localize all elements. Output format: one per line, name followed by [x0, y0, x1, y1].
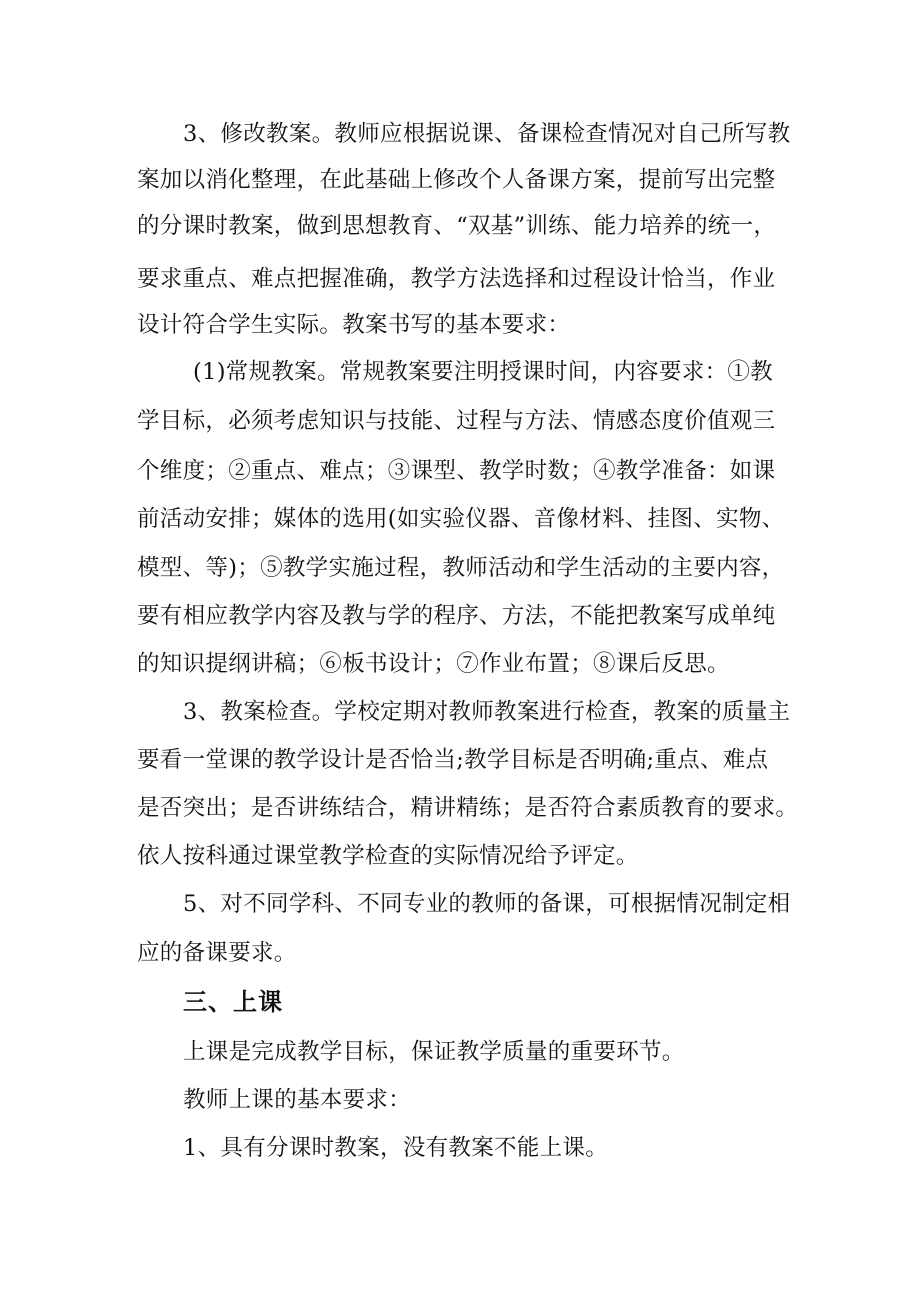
paragraph-line: 3、教案检查。学校定期对教师教案进行检查，教案的质量主	[183, 699, 791, 725]
paragraph-line: 学目标，必须考虑知识与技能、过程与方法、情感态度价值观三	[137, 408, 776, 434]
paragraph-line: 的分课时教案，做到思想教育、“双基”训练、能力培养的统一，	[137, 213, 777, 239]
paragraph-line: 设计符合学生实际。教案书写的基本要求：	[137, 312, 571, 338]
paragraph-line: 要求重点、难点把握准确，教学方法选择和过程设计恰当，作业	[137, 266, 776, 292]
paragraph-line: 上课是完成教学目标，保证教学质量的重要环节。	[183, 1039, 685, 1065]
paragraph-line: 1、具有分课时教案，没有教案不能上课。	[183, 1135, 609, 1161]
paragraph-line: 个维度；②重点、难点；③课型、教学时数；④教学准备：如课	[137, 458, 776, 484]
paragraph-line: (1)常规教案。常规教案要注明授课时间，内容要求：①教	[193, 359, 773, 385]
paragraph-line: 5、对不同学科、不同专业的教师的备课，可根据情况制定相	[183, 891, 791, 917]
paragraph-line: 3、修改教案。教师应根据说课、备课检查情况对自己所写教	[183, 121, 791, 147]
paragraph-line: 教师上课的基本要求：	[183, 1087, 412, 1113]
paragraph-line: 是否突出；是否讲练结合，精讲精练；是否符合素质教育的要求。	[137, 795, 799, 821]
paragraph-line: 模型、等)；⑤教学实施过程，教师活动和学生活动的主要内容，	[137, 555, 785, 581]
paragraph-line: 要有相应教学内容及教与学的程序、方法，不能把教案写成单纯	[137, 603, 776, 629]
paragraph-line: 案加以消化整理，在此基础上修改个人备课方案，提前写出完整	[137, 167, 776, 193]
paragraph-line: 前活动安排；媒体的选用(如实验仪器、音像材料、挂图、实物、	[137, 506, 785, 532]
paragraph-line: 应的备课要求。	[137, 940, 297, 966]
paragraph-line: 依人按科通过课堂教学检查的实际情况给予评定。	[137, 843, 639, 869]
paragraph-line: 要看一堂课的教学设计是否恰当;教学目标是否明确;重点、难点	[137, 747, 769, 773]
paragraph-line: 的知识提纲讲稿；⑥板书设计；⑦作业布置；⑧课后反思。	[137, 651, 730, 677]
section-heading: 三、上课	[183, 988, 283, 1016]
